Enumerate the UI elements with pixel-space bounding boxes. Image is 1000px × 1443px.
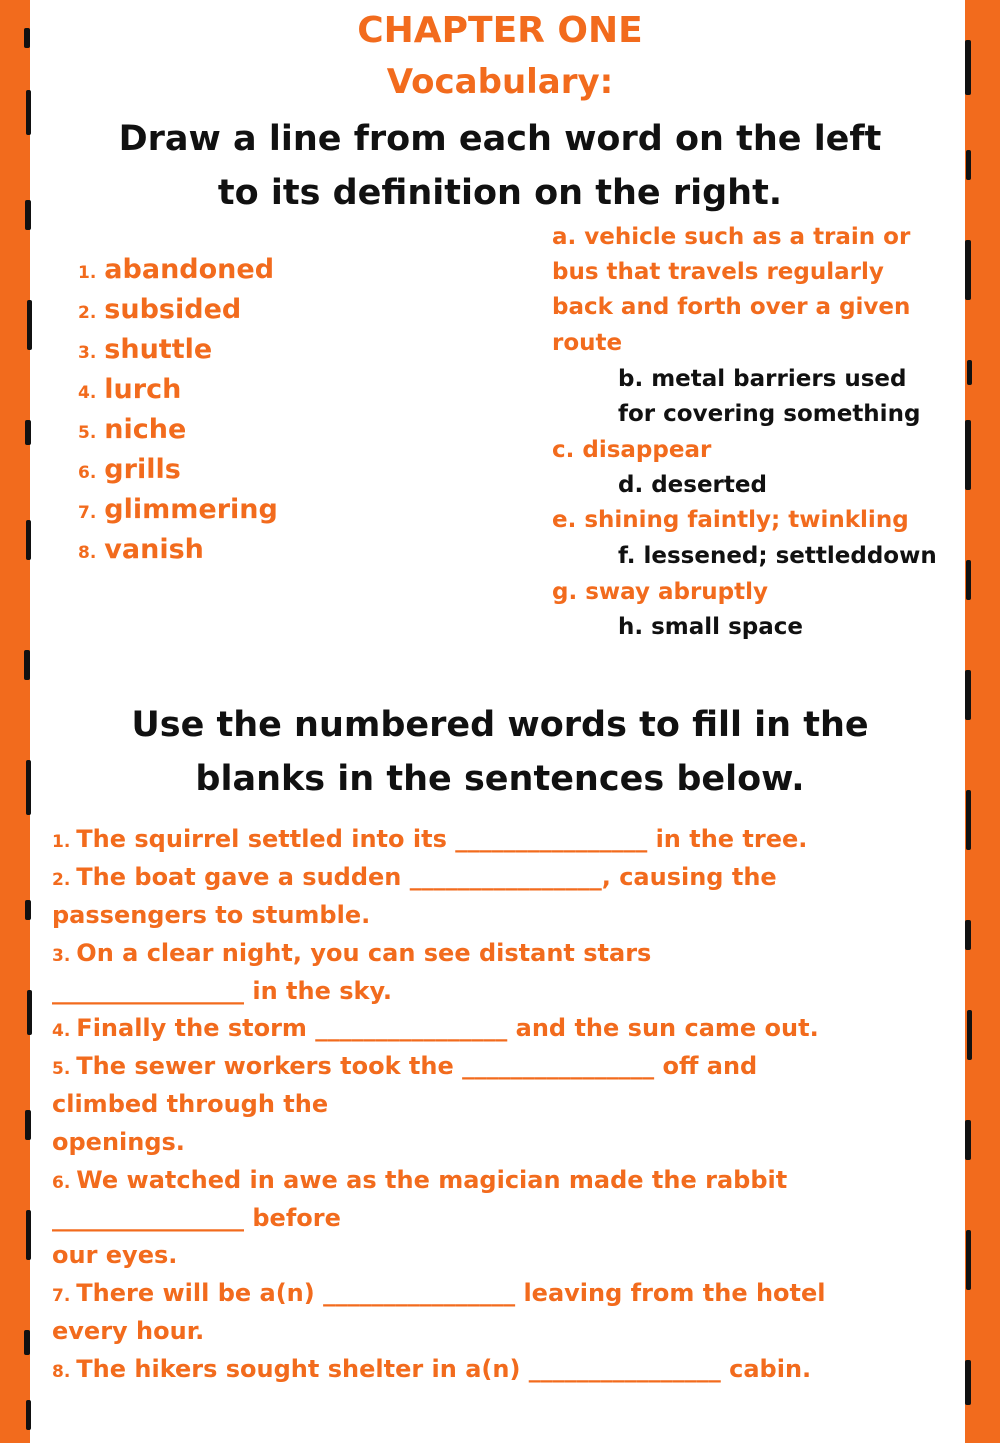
word-item[interactable] xyxy=(78,490,278,530)
word-item[interactable] xyxy=(78,450,278,490)
border-dash xyxy=(966,1230,971,1290)
word-item[interactable] xyxy=(78,530,278,570)
word-number: 1. xyxy=(78,263,97,283)
word-number: 6. xyxy=(78,463,97,483)
border-dash xyxy=(24,650,30,680)
word-number: 4. xyxy=(78,383,97,403)
word-text: lurch xyxy=(104,374,182,405)
word-text: abandoned xyxy=(104,254,275,285)
word-text: grills xyxy=(104,454,181,485)
border-dash xyxy=(24,1330,30,1355)
sentence-line xyxy=(52,1009,952,1050)
definition-line[interactable]: c. disappear xyxy=(552,437,712,463)
word-number: 7. xyxy=(78,503,97,523)
sentence-line xyxy=(52,820,952,861)
sentence-text: The squirrel settled into its ________________ in the tree. xyxy=(76,825,808,853)
definition-line[interactable]: d. deserted xyxy=(618,472,767,498)
chapter-title: CHAPTER ONE xyxy=(357,10,643,51)
sentence-number: 8. xyxy=(52,1362,71,1382)
sentence-line xyxy=(52,934,952,975)
sentence-text: The sewer workers took the ________________ off and xyxy=(76,1052,758,1080)
sentence-text: On a clear night, you can see distant stars xyxy=(76,939,652,967)
definition-line[interactable]: for covering something xyxy=(618,401,921,427)
sentence-number: 5. xyxy=(52,1059,71,1079)
instruction-line: Draw a line from each word on the left xyxy=(118,119,882,159)
right-decorative-border xyxy=(965,0,1000,1443)
border-dash xyxy=(965,240,971,300)
sentence-number: 6. xyxy=(52,1173,71,1193)
definition-line[interactable]: f. lessened; settleddown xyxy=(618,543,937,569)
instruction-line: to its definition on the right. xyxy=(217,173,783,213)
border-dash xyxy=(965,1360,971,1405)
sentence-line: ________________ before xyxy=(52,1204,341,1232)
sentence-line: our eyes. xyxy=(52,1241,178,1269)
word-item[interactable] xyxy=(78,290,278,330)
border-dash xyxy=(965,670,971,720)
sentence-line: ________________ in the sky. xyxy=(52,977,393,1005)
vocabulary-heading: Vocabulary: xyxy=(386,62,614,102)
border-dash xyxy=(25,900,31,920)
matching-instructions xyxy=(60,112,940,220)
sentence-number: 7. xyxy=(52,1286,71,1306)
word-number: 8. xyxy=(78,543,97,563)
sentence-line xyxy=(52,1274,952,1315)
sentence-text: We watched in awe as the magician made the rabbit xyxy=(76,1166,788,1194)
word-text: vanish xyxy=(104,534,204,565)
definition-line[interactable]: g. sway abruptly xyxy=(552,579,768,605)
sentence-text: The hikers sought shelter in a(n) ________________ cabin. xyxy=(76,1355,812,1383)
border-dash xyxy=(26,520,31,560)
sentence-text: The boat gave a sudden ________________, causing the xyxy=(76,863,777,891)
word-item[interactable] xyxy=(78,250,278,290)
border-dash xyxy=(967,1010,972,1060)
word-number: 5. xyxy=(78,423,97,443)
sentence-text: Finally the storm ________________ and the sun came out. xyxy=(76,1014,819,1042)
word-number: 3. xyxy=(78,343,97,363)
sentence-line: passengers to stumble. xyxy=(52,901,371,929)
sentence-number: 4. xyxy=(52,1021,71,1041)
word-text: subsided xyxy=(104,294,242,325)
sentence-line xyxy=(52,858,952,899)
border-dash xyxy=(26,1210,31,1260)
border-dash xyxy=(25,200,31,230)
border-dash xyxy=(967,360,972,385)
sentence-line xyxy=(52,1161,952,1202)
definition-line[interactable]: route xyxy=(552,330,623,356)
word-number: 2. xyxy=(78,303,97,323)
left-decorative-border xyxy=(0,0,30,1443)
definition-line[interactable]: a. vehicle such as a train or xyxy=(552,224,911,250)
definition-line[interactable]: b. metal barriers used xyxy=(618,366,907,392)
sentence-text: There will be a(n) ________________ leaving from the hotel xyxy=(76,1279,826,1307)
sentence-line: climbed through the xyxy=(52,1090,329,1118)
sentence-line xyxy=(52,1350,952,1391)
border-dash xyxy=(27,300,32,350)
border-dash xyxy=(965,1120,971,1160)
word-item[interactable] xyxy=(78,330,278,370)
border-dash xyxy=(966,560,971,600)
border-dash xyxy=(26,760,31,815)
sentence-number: 2. xyxy=(52,870,71,890)
word-text: shuttle xyxy=(104,334,213,365)
word-item[interactable] xyxy=(78,370,278,410)
border-dash xyxy=(966,150,971,180)
definition-line[interactable]: e. shining faintly; twinkling xyxy=(552,507,909,533)
border-dash xyxy=(966,790,971,850)
fill-blank-instructions xyxy=(60,698,940,806)
sentence-line: openings. xyxy=(52,1128,185,1156)
definition-line[interactable]: h. small space xyxy=(618,614,803,640)
definition-line[interactable]: bus that travels regularly xyxy=(552,259,884,285)
word-item[interactable] xyxy=(78,410,278,450)
border-dash xyxy=(27,990,32,1035)
word-text: niche xyxy=(104,414,187,445)
definition-line[interactable]: back and forth over a given xyxy=(552,294,911,320)
border-dash xyxy=(25,420,31,445)
border-dash xyxy=(26,1400,31,1430)
border-dash xyxy=(25,1110,31,1140)
border-dash xyxy=(965,420,971,490)
sentence-number: 1. xyxy=(52,832,71,852)
sentence-number: 3. xyxy=(52,946,71,966)
sentence-line xyxy=(52,1047,952,1088)
instruction-line: blanks in the sentences below. xyxy=(195,759,805,799)
instruction-line: Use the numbered words to fill in the xyxy=(131,705,869,745)
word-list xyxy=(78,250,278,570)
border-dash xyxy=(965,920,971,950)
word-text: glimmering xyxy=(104,494,278,525)
sentence-line: every hour. xyxy=(52,1317,205,1345)
